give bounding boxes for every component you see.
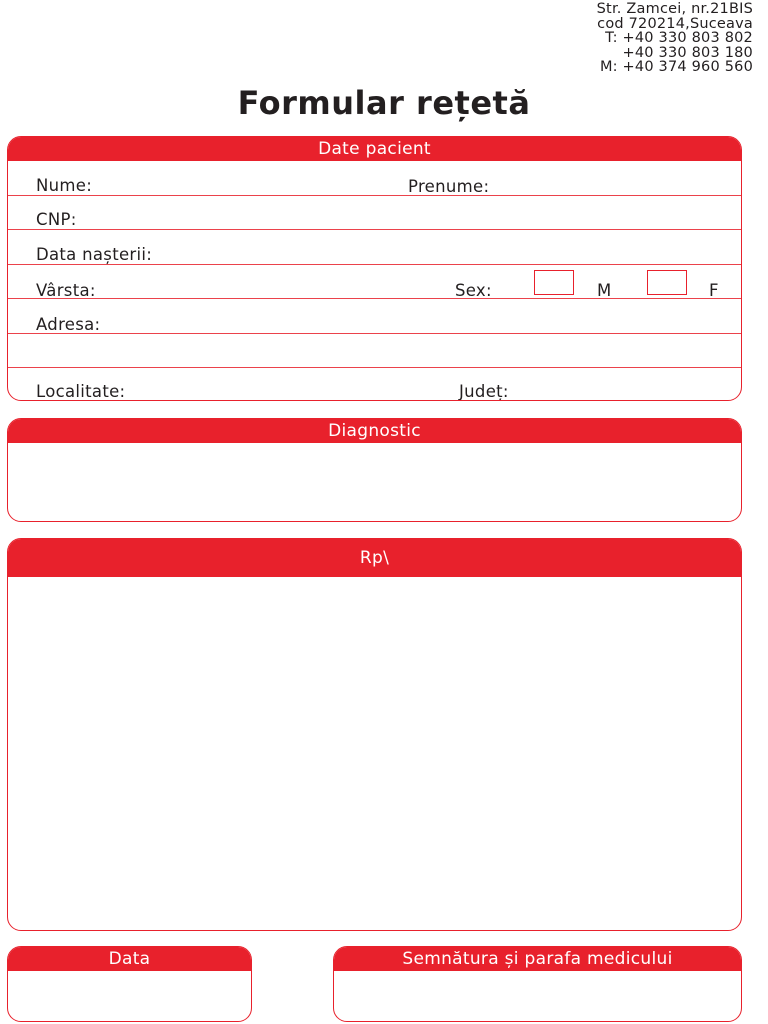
patient-data-header: Date pacient: [8, 137, 741, 161]
signature-section[interactable]: [333, 946, 742, 1022]
address-field[interactable]: Adresa:: [36, 315, 101, 334]
page-title: Formular rețetă: [237, 84, 531, 122]
county-field[interactable]: Județ:: [459, 382, 509, 401]
locality-field[interactable]: Localitate:: [36, 382, 126, 401]
patient-data-section: [7, 136, 742, 401]
address-phone-1: T: +40 330 803 802: [605, 30, 753, 47]
cnp-field[interactable]: CNP:: [36, 210, 77, 229]
sex-label: Sex:: [455, 281, 492, 300]
signature-header: Semnătura și parafa medicului: [334, 947, 741, 971]
form-line: [8, 195, 741, 196]
address-phone-2: +40 330 803 180: [622, 44, 753, 61]
prescription-header: Rp\: [8, 539, 741, 577]
diagnostic-header: Diagnostic: [8, 419, 741, 443]
form-line: [8, 264, 741, 265]
form-line: [8, 229, 741, 230]
form-line: [8, 333, 741, 334]
form-line: [8, 298, 741, 299]
address-postal: cod 720214,Suceava: [597, 15, 753, 32]
date-section[interactable]: [7, 946, 252, 1022]
birth-date-field[interactable]: Data nașterii:: [36, 245, 153, 264]
address-street: Str. Zamcei, nr.21BIS: [596, 1, 753, 17]
name-field[interactable]: Nume:: [36, 176, 93, 195]
address-mobile: M: +40 374 960 560: [599, 59, 753, 76]
sex-male-label: M: [597, 281, 612, 300]
age-field[interactable]: Vârsta:: [36, 281, 96, 300]
sex-female-checkbox[interactable]: [647, 270, 687, 295]
sex-male-checkbox[interactable]: [534, 270, 574, 295]
sex-female-label: F: [709, 281, 719, 300]
surname-field[interactable]: Prenume:: [408, 177, 490, 196]
diagnostic-section[interactable]: [7, 418, 742, 522]
prescription-section[interactable]: [7, 538, 742, 931]
form-line: [8, 367, 741, 368]
clinic-address: [597, 2, 753, 75]
date-header: Data: [8, 947, 251, 971]
